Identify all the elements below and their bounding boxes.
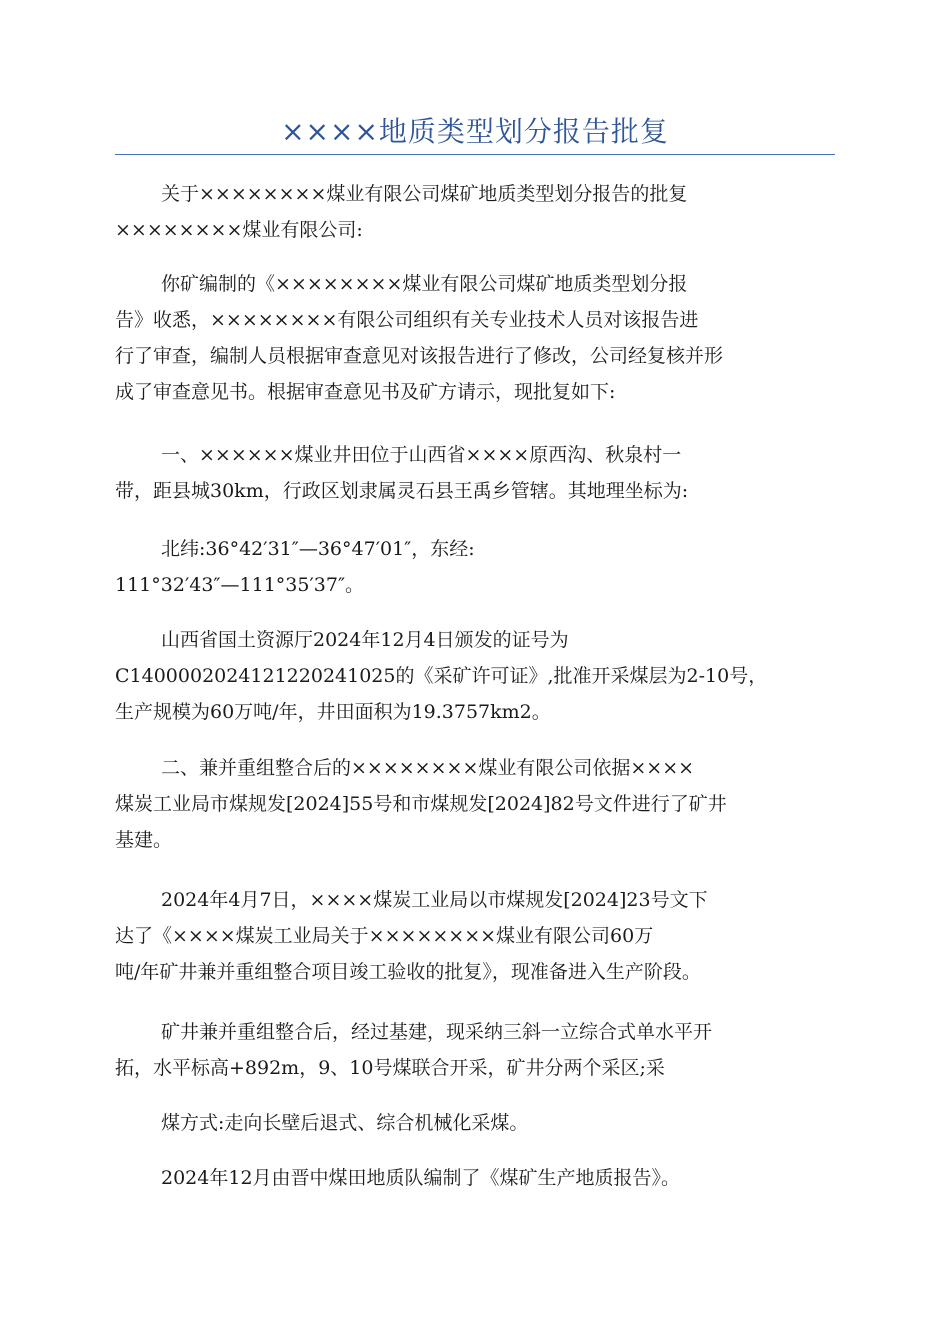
paragraph-intro [115, 266, 835, 410]
paragraph-line: 达了《××××煤炭工业局关于××××××××煤业有限公司60万 [115, 925, 654, 947]
paragraph-line: 北纬:36°42′31″—36°47′01″，东经: [161, 538, 475, 560]
paragraph-line: 告》收悉，××××××××有限公司组织有关专业技术人员对该报告进 [115, 309, 699, 331]
paragraph-location [115, 437, 835, 509]
paragraph-mining-method [115, 1105, 835, 1141]
paragraph-line: 山西省国土资源厅2024年12月4日颁发的证号为 [161, 629, 569, 651]
document-title: ××××地质类型划分报告批复 [281, 115, 669, 148]
paragraph-line: 煤炭工业局市煤规发[2024]55号和市煤规发[2024]82号文件进行了矿井 [115, 793, 727, 815]
paragraph-line: 吨/年矿井兼并重组整合项目竣工验收的批复》，现准备进入生产阶段。 [115, 961, 701, 983]
paragraph-line: 二、兼并重组整合后的××××××××煤业有限公司依据×××× [161, 757, 695, 779]
paragraph-line: C1400002024121220241025的《采矿许可证》,批准开采煤层为2-10号， [115, 665, 768, 687]
addressee [115, 212, 835, 248]
paragraph-line: 行了审查，编制人员根据审查意见对该报告进行了修改，公司经复核并形 [115, 345, 724, 367]
paragraph-reorganization [115, 750, 835, 858]
paragraph-line: 111°32′43″—111°35′37″。 [115, 574, 365, 596]
paragraph-line: 生产规模为60万吨/年，井田面积为19.3757km2。 [115, 701, 551, 723]
paragraph-line: 煤方式:走向长壁后退式、综合机械化采煤。 [161, 1112, 529, 1134]
paragraph-line: 矿井兼并重组整合后，经过基建，现采纳三斜一立综合式单水平开 [161, 1021, 713, 1043]
title-underline [115, 154, 835, 155]
paragraph-coordinates [115, 531, 835, 603]
paragraph-line: 基建。 [115, 829, 173, 851]
paragraph-line: 2024年4月7日，××××煤炭工业局以市煤规发[2024]23号文下 [161, 889, 708, 911]
subject-line [115, 176, 835, 212]
subject-line-text: 关于××××××××煤业有限公司煤矿地质类型划分报告的批复 [161, 183, 688, 205]
paragraph-geology-report [115, 1160, 835, 1196]
addressee-text: ××××××××煤业有限公司: [115, 219, 363, 241]
paragraph-line: 2024年12月由晋中煤田地质队编制了《煤矿生产地质报告》。 [161, 1167, 681, 1189]
paragraph-line: 拓，水平标高+892m，9、10号煤联合开采，矿井分两个采区;采 [115, 1057, 665, 1079]
paragraph-line: 成了审查意见书。根据审查意见书及矿方请示，现批复如下: [115, 381, 616, 403]
paragraph-line: 你矿编制的《××××××××煤业有限公司煤矿地质类型划分报 [161, 273, 688, 295]
paragraph-line: 带，距县城30km，行政区划隶属灵石县王禹乡管辖。其地理坐标为: [115, 480, 689, 502]
paragraph-license [115, 622, 835, 730]
paragraph-development [115, 1014, 835, 1086]
paragraph-acceptance [115, 882, 835, 990]
paragraph-line: 一、××××××煤业井田位于山西省××××原西沟、秋泉村一 [161, 444, 682, 466]
